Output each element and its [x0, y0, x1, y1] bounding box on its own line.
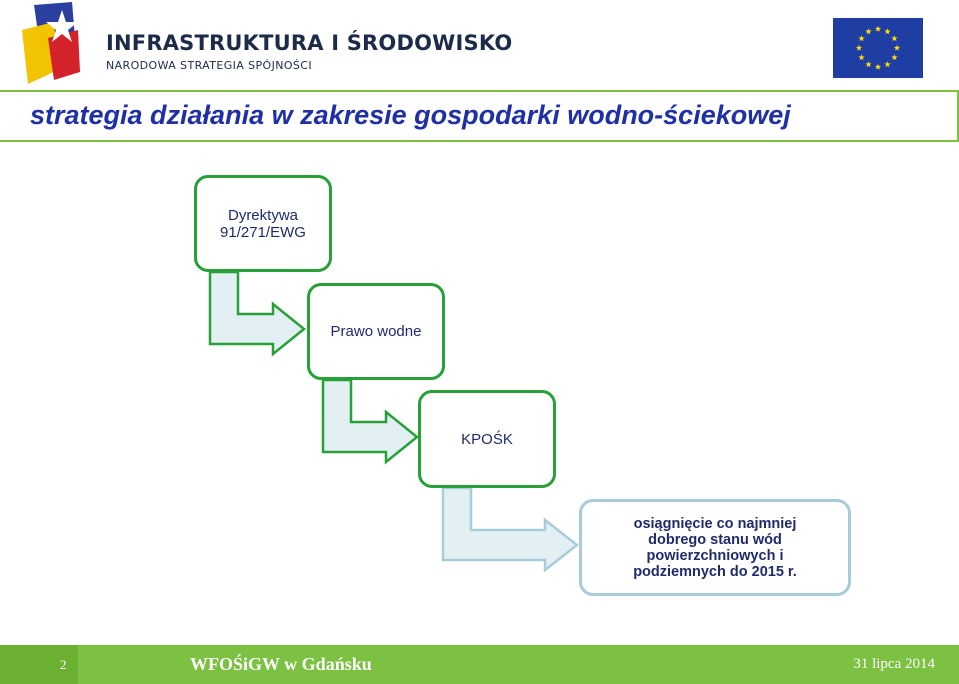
flow-step-label: KPOŚK: [461, 430, 513, 448]
connector-arrow-2: [323, 380, 417, 462]
slide-title: strategia działania w zakresie gospodarki wodno-ściekowej: [30, 100, 791, 130]
flow-step-directive: [194, 175, 332, 272]
flow-step-label: Dyrektywa 91/271/EWG: [220, 206, 306, 241]
page-number: 2: [60, 657, 67, 672]
connector-arrow-3: [443, 488, 577, 570]
footer-bar: [0, 645, 959, 684]
connector-arrow-1: [210, 272, 304, 354]
flow-step-water-law: [307, 283, 445, 380]
page-number-box: [0, 645, 78, 684]
footer-date: 31 lipca 2014: [853, 656, 935, 672]
flow-step-goal: [579, 499, 851, 596]
flow-step-kposk: [418, 390, 556, 488]
footer-organization: WFOŚiGW w Gdańsku: [190, 654, 372, 674]
logo-sub-text: NARODOWA STRATEGIA SPÓJNOŚCI: [106, 59, 313, 72]
logo-main-text: INFRASTRUKTURA I ŚRODOWISKO: [106, 31, 513, 55]
flow-step-label: osiągnięcie co najmniej dobrego stanu wód powierzchniowych i podziemnych do 2015 r.: [633, 515, 797, 580]
flow-step-label: Prawo wodne: [330, 323, 422, 340]
